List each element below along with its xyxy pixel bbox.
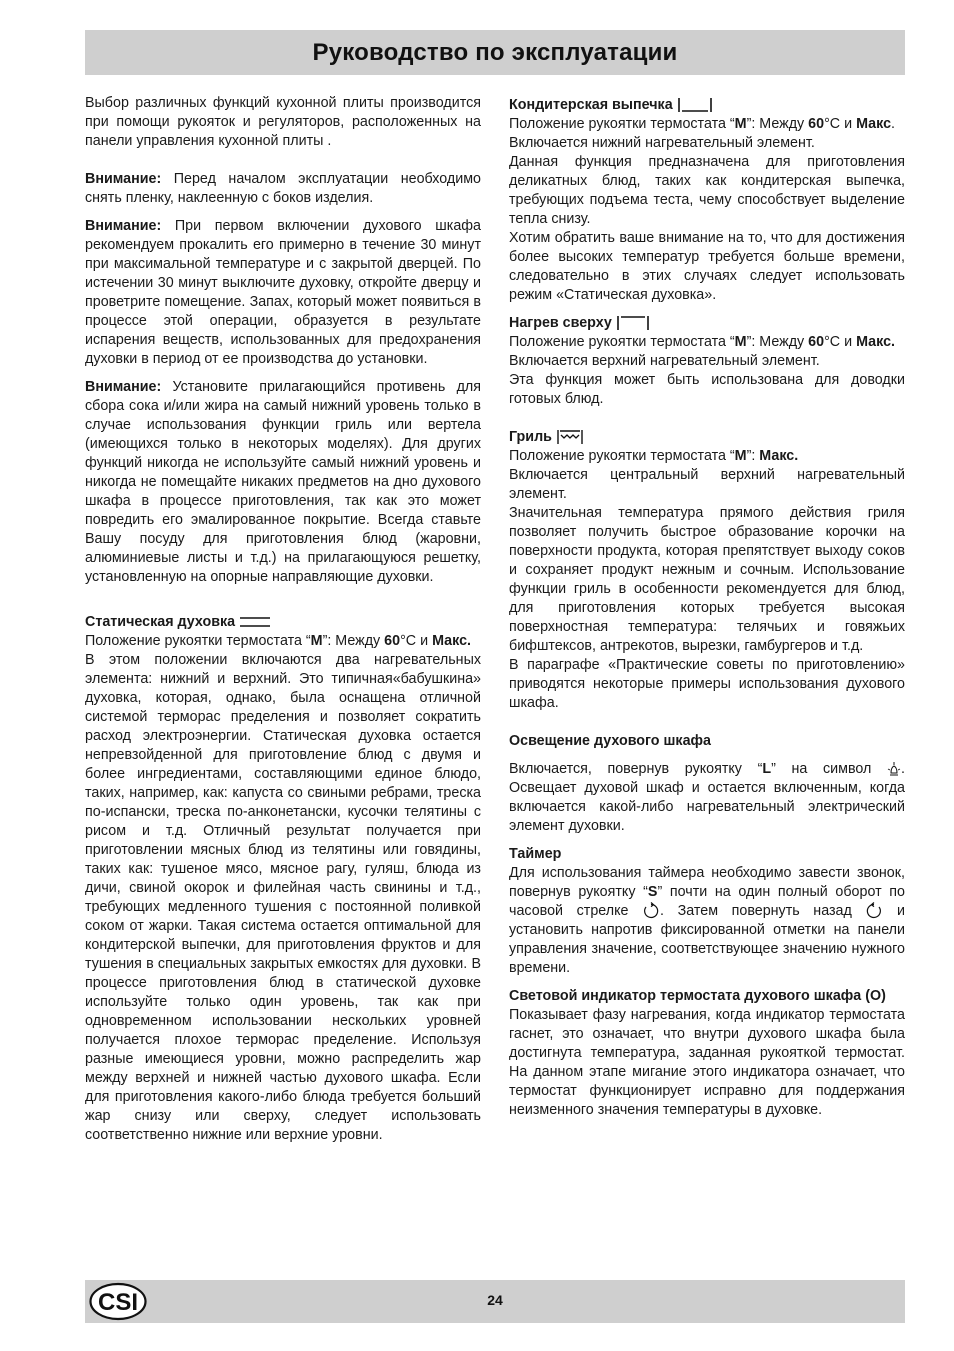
- counterclockwise-arrow-icon: [865, 902, 883, 920]
- pastry-heading: Кондитерская выпечка: [509, 96, 905, 115]
- top-heat-line2: Включается верхний нагревательный элемент.: [509, 353, 820, 369]
- right-column: [509, 96, 905, 1120]
- pastry-body-2: Хотим обратить ваше внимание на то, что для достижения более высоких температур требуется больше времени, следовательно в этих случаях следует использовать режим «Статическая духовка».: [509, 230, 905, 303]
- top-heat-icon: [616, 315, 650, 331]
- bottom-heat-icon: [677, 97, 713, 113]
- static-oven-body: В этом положении включаются два нагревательных элемента: нижний и верхний. Это типичная«бабушкина» духовка, которая, однако, была оснащена отличной системой терморас пределения и позволяет сократить расход электроэнергии. Статическая духовка остается непревзойденной для приготовление блюд с двумя и более ингредиентами, составляющими единое блюдо, таких, например, как: капуста со свиными ребрами, треска по-испански, треска по-анконетански, кусочки телятины с рисом и т.д. Отличный результат получается при приготовлении мясных блюд из телятины или говядины, таких как: тушеное мясо, мясное рагу, гуляш, блюда из дичи, свиной окорок и филейная часть свинины и т.д., требующих медленного тушения с постоянной поливкой соком от жарки. Такая система остается оптимальной для кондитерской выпечки, для приготовления фруктов и для тушения в специальных закрытых емкостях для духовки. В процессе приготовления блюд в статической духовке используйте только один уровень, так как при одновременном использовании нескольких уровней получается плохое терморас пределение. Используя разные имеющиеся уровни, можно распределить жар между верхней и нижней частью духового шкафа. Если для приготовления какого-либо блюда требуется больший жар снизу или сверху, следует использовать соответственно нижние или верхние уровни.: [85, 652, 481, 1143]
- page-number: 24: [487, 1292, 503, 1308]
- header-bar: [85, 30, 905, 75]
- warning-3: Внимание: Установите прилагающийся противень для сбора сока и/или жира на самый нижний уровень только в случае использования функции гриль или вертела (имеющихся только в некоторых моделях). Для других функций никогда не используйте самый нижний уровень и никогда не помещайте никаких предметов на дно духового шкафа в процессе приготовления, так как это может повредить его эмалированное покрытие. Всегда ставьте Вашу посуду для приготовления блюд (жаровни, алюминиевые листы и т.д.) на прилагающуюся решетку, установленную на опорные направляющие духовки.: [85, 379, 481, 585]
- pastry-body-1: Данная функция предназначена для приготовления деликатных блюд, таких как кондитерская выпечка, требующих подъема теста, чему способствует выделение тепла снизу.: [509, 154, 905, 227]
- warning-1: Внимание: Перед началом эксплуатации необходимо снять пленку, наклеенную с боков изделия.: [85, 171, 481, 206]
- grill-body-2: В параграфе «Практические советы по приготовлению» приводятся некоторые примеры использования духового шкафа.: [509, 657, 905, 711]
- static-oven-icon: [239, 616, 271, 628]
- grill-body: Значительная температура прямого действия гриля позволяет получить быстрое образование корочки на поверхности продукта, которая препятствует выходу соков и сохраняет продукт нежным и сочным. Использование функции гриль в особенности рекомендуется для блюд, для приготовления которых требуется высокая поверхностная температура: телячьих и говяжьих бифштексов, антрекотов, вырезки, гамбургеров и т.д.: [509, 505, 905, 654]
- pastry-line2: Включается нижний нагревательный элемент.: [509, 135, 815, 151]
- static-oven-heading: Статическая духовка: [85, 613, 481, 632]
- grill-position: Положение рукоятки термостата “M”: Макс.: [509, 448, 799, 464]
- timer-heading: Таймер: [509, 846, 562, 862]
- top-heat-heading: Нагрев сверху: [509, 314, 905, 333]
- lamp-icon: [887, 761, 901, 777]
- grill-icon: [556, 429, 584, 445]
- static-oven-position: Положение рукоятки термостата “M”: Между 60°C и Макс.: [85, 633, 471, 649]
- indicator-heading: Световой индикатор термостата духового шкафа (O): [509, 988, 886, 1004]
- top-heat-body: Эта функция может быть использована для доводки готовых блюд.: [509, 372, 905, 407]
- intro-paragraph: Выбор различных функций кухонной плиты производится при помощи рукояток и регуляторов, расположенных на панели управления кухонной плиты .: [85, 95, 481, 149]
- indicator-body: Показывает фазу нагревания, когда индикатор термостата гаснет, это означает, что внутри духового шкафа была достигнута температура, заданная рукояткой термостат. На данном этапе мигание этого индикатора означает, что термостат функционирует исправно для поддержания неизменного значения температуры в духовке.: [509, 1007, 905, 1118]
- footer-bar: [85, 1280, 905, 1323]
- clockwise-arrow-icon: [642, 902, 660, 920]
- warning-2: Внимание: При первом включении духового шкафа рекомендуем прокалить его примерно в течение 30 минут при максимальной температуре и с закрытой дверцей. По истечении 30 минут выключите духовку, откройте дверцу и проветрите помещение. Запах, который может появиться в процессе этой операции, образуется в результате испарения веществ, использованных для предохранения духовки в период от ее производства до установки.: [85, 218, 481, 367]
- grill-line2: Включается центральный верхний нагревательный элемент.: [509, 467, 905, 502]
- left-column: [85, 94, 481, 1145]
- top-heat-position: Положение рукоятки термостата “M”: Между 60°C и Макс.: [509, 334, 895, 350]
- light-heading: Освещение духового шкафа: [509, 733, 711, 749]
- grill-heading: Гриль: [509, 428, 905, 447]
- page-title: Руководство по эксплуатации: [312, 38, 678, 66]
- csi-logo-text: CSI: [97, 1289, 139, 1316]
- light-body: Включается, повернув рукоятку “L” на символ . Освещает духовой шкаф и остается включенным, когда включается какой-либо нагревательный электрический элемент духовки.: [509, 761, 905, 834]
- pastry-position: Положение рукоятки термостата “M”: Между 60°C и Макс.: [509, 116, 896, 132]
- timer-body: Для использования таймера необходимо завести звонок, повернув рукоятку “S” почти на один полный оборот по часовой стрелке . Затем повернуть назад и установить напротив фиксированной отметки на панели управления значение, соответствующее значению нужного времени.: [509, 865, 905, 976]
